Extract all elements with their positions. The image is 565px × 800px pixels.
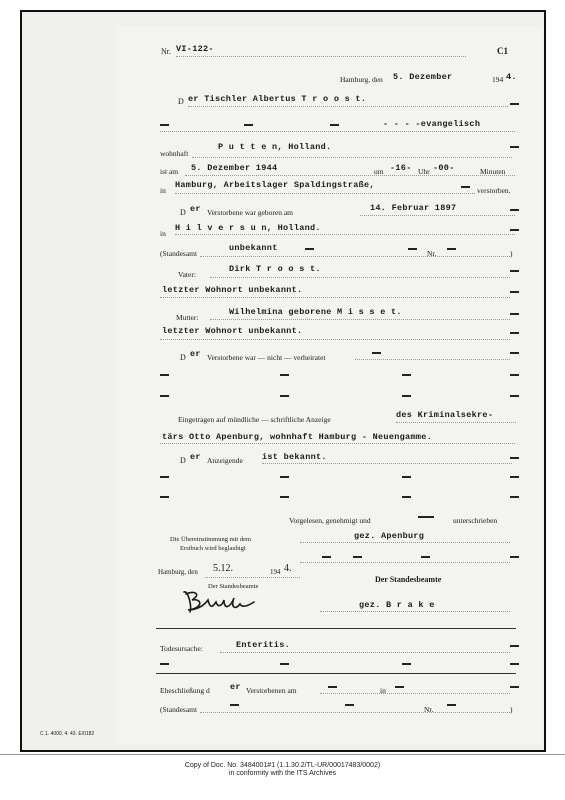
nr-label-2: Nr. xyxy=(427,249,437,258)
year-prefix: 194 xyxy=(492,75,504,84)
erstbuch: Erstbuch wird beglaubigt xyxy=(180,545,246,552)
in-label: in xyxy=(160,186,166,195)
registration-line xyxy=(396,422,516,423)
father-label: Vater: xyxy=(178,270,196,279)
sig-line-2 xyxy=(300,562,510,563)
paren: ) xyxy=(510,249,513,258)
standesbeamte-right: Der Standesbeamte xyxy=(375,575,442,584)
dash xyxy=(244,124,253,126)
cause-value: Enteritis. xyxy=(236,640,291,650)
birth-er: er xyxy=(190,204,201,214)
unterschrieben: unterschrieben xyxy=(453,516,498,525)
dash xyxy=(510,645,519,647)
dash xyxy=(160,374,169,376)
dash xyxy=(395,686,404,688)
father-name: Dirk T r o o s t. xyxy=(229,264,321,274)
death-label: ist am xyxy=(160,167,179,176)
dash xyxy=(305,248,314,250)
birth-line xyxy=(360,215,515,216)
date-value: 5. Dezember xyxy=(393,72,453,82)
mother-label: Mutter: xyxy=(176,313,199,322)
standesbeamte-left: Der Standesbeamte xyxy=(208,583,259,590)
dash xyxy=(510,457,519,459)
standesamt-label: (Standesamt xyxy=(160,249,198,258)
dash xyxy=(418,516,434,518)
mother-name: Wilhelmina geborene M i s s e t. xyxy=(229,307,402,317)
dash xyxy=(322,556,331,558)
dash xyxy=(510,332,519,334)
dash xyxy=(160,663,169,665)
apenburg-line xyxy=(300,542,510,543)
marriage-rest: Verstorbenen am xyxy=(246,686,297,695)
dash xyxy=(447,704,456,706)
nr-line xyxy=(176,56,466,57)
person-line xyxy=(188,106,508,107)
person-prefix: D xyxy=(178,97,184,106)
residence-line xyxy=(192,157,512,158)
form-code: C1 xyxy=(497,46,508,56)
father-line2: letzter Wohnort unbekannt. xyxy=(162,285,303,295)
marital-prefix: D xyxy=(180,353,186,362)
dash xyxy=(510,270,519,272)
cause-line xyxy=(220,652,510,653)
death-place-line xyxy=(175,193,475,194)
form-number: C 1. 4000. 4. 43. E/0182 xyxy=(40,731,95,737)
birth-date: 14. Februar 1897 xyxy=(370,203,457,213)
father-line xyxy=(210,277,510,278)
birth-place-line xyxy=(175,234,515,235)
standesamt2-line xyxy=(200,712,510,713)
nr-label: Nr. xyxy=(161,47,171,56)
uebereinstimmung: Die Übereinstimmung mit dem xyxy=(170,536,252,543)
dash xyxy=(510,496,519,498)
dash xyxy=(230,704,239,706)
standesamt-value: unbekannt xyxy=(229,243,278,253)
section-rule xyxy=(156,628,516,629)
dash xyxy=(353,556,362,558)
dash xyxy=(510,374,519,376)
hamburg-den: Hamburg, den xyxy=(158,568,198,576)
dash xyxy=(280,496,289,498)
mother-line2-dots xyxy=(160,339,510,340)
dash xyxy=(280,476,289,478)
dash xyxy=(402,476,411,478)
death-place: Hamburg, Arbeitslager Spaldingstraße, xyxy=(175,180,375,190)
cause-label: Todesursache: xyxy=(160,644,203,653)
sig-date-line xyxy=(205,577,300,578)
gez-apenburg: gez. Apenburg xyxy=(354,531,425,541)
death-line xyxy=(185,175,515,176)
death-date: 5. Dezember 1944 xyxy=(191,163,278,173)
dash xyxy=(160,476,169,478)
time-hour: -16- xyxy=(390,163,412,173)
archive-footer-line2: in conformity with the ITS Archives xyxy=(229,770,336,777)
mother-line2: letzter Wohnort unbekannt. xyxy=(162,326,303,336)
verstorben: verstorben. xyxy=(477,186,511,195)
handwritten-signature xyxy=(178,586,260,616)
birth-place: H i l v e r s u n, Holland. xyxy=(175,223,321,233)
registration-line2-dots xyxy=(160,443,515,444)
mother-line xyxy=(210,319,510,320)
dash xyxy=(510,556,519,558)
dash xyxy=(510,663,519,665)
religion-line xyxy=(160,131,515,132)
birth-prefix: D xyxy=(180,208,186,217)
residence: P u t t e n, Holland. xyxy=(218,142,332,152)
dash xyxy=(280,395,289,397)
birth-in-label: in xyxy=(160,229,166,238)
time-um: um xyxy=(374,167,384,176)
dash xyxy=(510,291,519,293)
dash xyxy=(510,686,519,688)
nr-value: VI-122- xyxy=(176,44,214,54)
dash xyxy=(447,248,456,250)
dash xyxy=(402,496,411,498)
birth-label: Verstorbene war geboren am xyxy=(207,208,294,217)
time-minuten: Minuten xyxy=(480,167,506,176)
sig-date: 5.12. xyxy=(213,563,233,574)
standesamt2-nr: Nr. xyxy=(424,705,434,714)
residence-label: wohnhaft xyxy=(160,149,189,158)
registration-line2: tärs Otto Apenburg, wohnhaft Hamburg - Neuengamme. xyxy=(162,432,433,442)
dash xyxy=(461,186,470,188)
dash xyxy=(402,374,411,376)
anz-prefix: D xyxy=(180,456,186,465)
dash xyxy=(510,103,519,105)
dash xyxy=(328,686,337,688)
gez-brake: gez. B r a k e xyxy=(359,600,435,610)
footer-rule xyxy=(0,754,565,755)
dash xyxy=(330,124,339,126)
registration-des: des Kriminalsekre- xyxy=(396,410,494,420)
anz-value: ist bekannt. xyxy=(262,452,327,462)
religion: - - - -evangelisch xyxy=(383,119,481,129)
dash xyxy=(510,476,519,478)
dash xyxy=(280,663,289,665)
marriage-in: in xyxy=(380,686,386,695)
dash xyxy=(510,209,519,211)
dash xyxy=(402,663,411,665)
dash xyxy=(372,352,381,354)
marriage-er: er xyxy=(230,682,241,692)
marital-er: er xyxy=(190,349,201,359)
paren: ) xyxy=(510,705,513,714)
dash xyxy=(160,395,169,397)
father-line2-dots xyxy=(160,297,510,298)
anz-er: er xyxy=(190,452,201,462)
person-name: er Tischler Albertus T r o o s t. xyxy=(188,94,367,104)
dash xyxy=(510,352,519,354)
anz-label: Anzeigende xyxy=(207,456,243,465)
dash xyxy=(160,124,169,126)
section-rule xyxy=(156,673,516,674)
place-label: Hamburg, den xyxy=(340,75,383,84)
standesamt2-label: (Standesamt xyxy=(160,705,198,714)
time-min: -00- xyxy=(433,163,455,173)
dash xyxy=(510,395,519,397)
dash xyxy=(510,146,519,148)
registration-label: Eingetragen auf mündliche — schriftliche Anzeige xyxy=(178,415,331,424)
dash xyxy=(402,395,411,397)
marital-line xyxy=(355,359,510,360)
brake-line xyxy=(320,611,510,612)
document-sheet xyxy=(116,26,543,744)
sig-year-suffix: 4. xyxy=(284,563,292,574)
dash xyxy=(160,496,169,498)
dash xyxy=(421,556,430,558)
marriage-label: Eheschließung d xyxy=(160,686,210,695)
standesamt-line xyxy=(200,256,510,257)
anz-line xyxy=(262,463,512,464)
year-suffix: 4. xyxy=(506,72,517,82)
dash xyxy=(345,704,354,706)
dash xyxy=(408,248,417,250)
dash xyxy=(510,313,519,315)
time-uhr: Uhr xyxy=(418,167,430,176)
vorgelesen: Vorgelesen, genehmigt und xyxy=(289,516,371,525)
marital-label: Verstorbene war — nicht — verheiratet xyxy=(207,353,326,362)
sig-year-prefix: 194 xyxy=(270,568,281,576)
marriage-line xyxy=(320,693,510,694)
archive-footer-line1: Copy of Doc. No. 3484001#1 (1.1.30.2/TL-UR/00017483/0002) xyxy=(184,762,381,769)
dash xyxy=(510,229,519,231)
dash xyxy=(280,374,289,376)
